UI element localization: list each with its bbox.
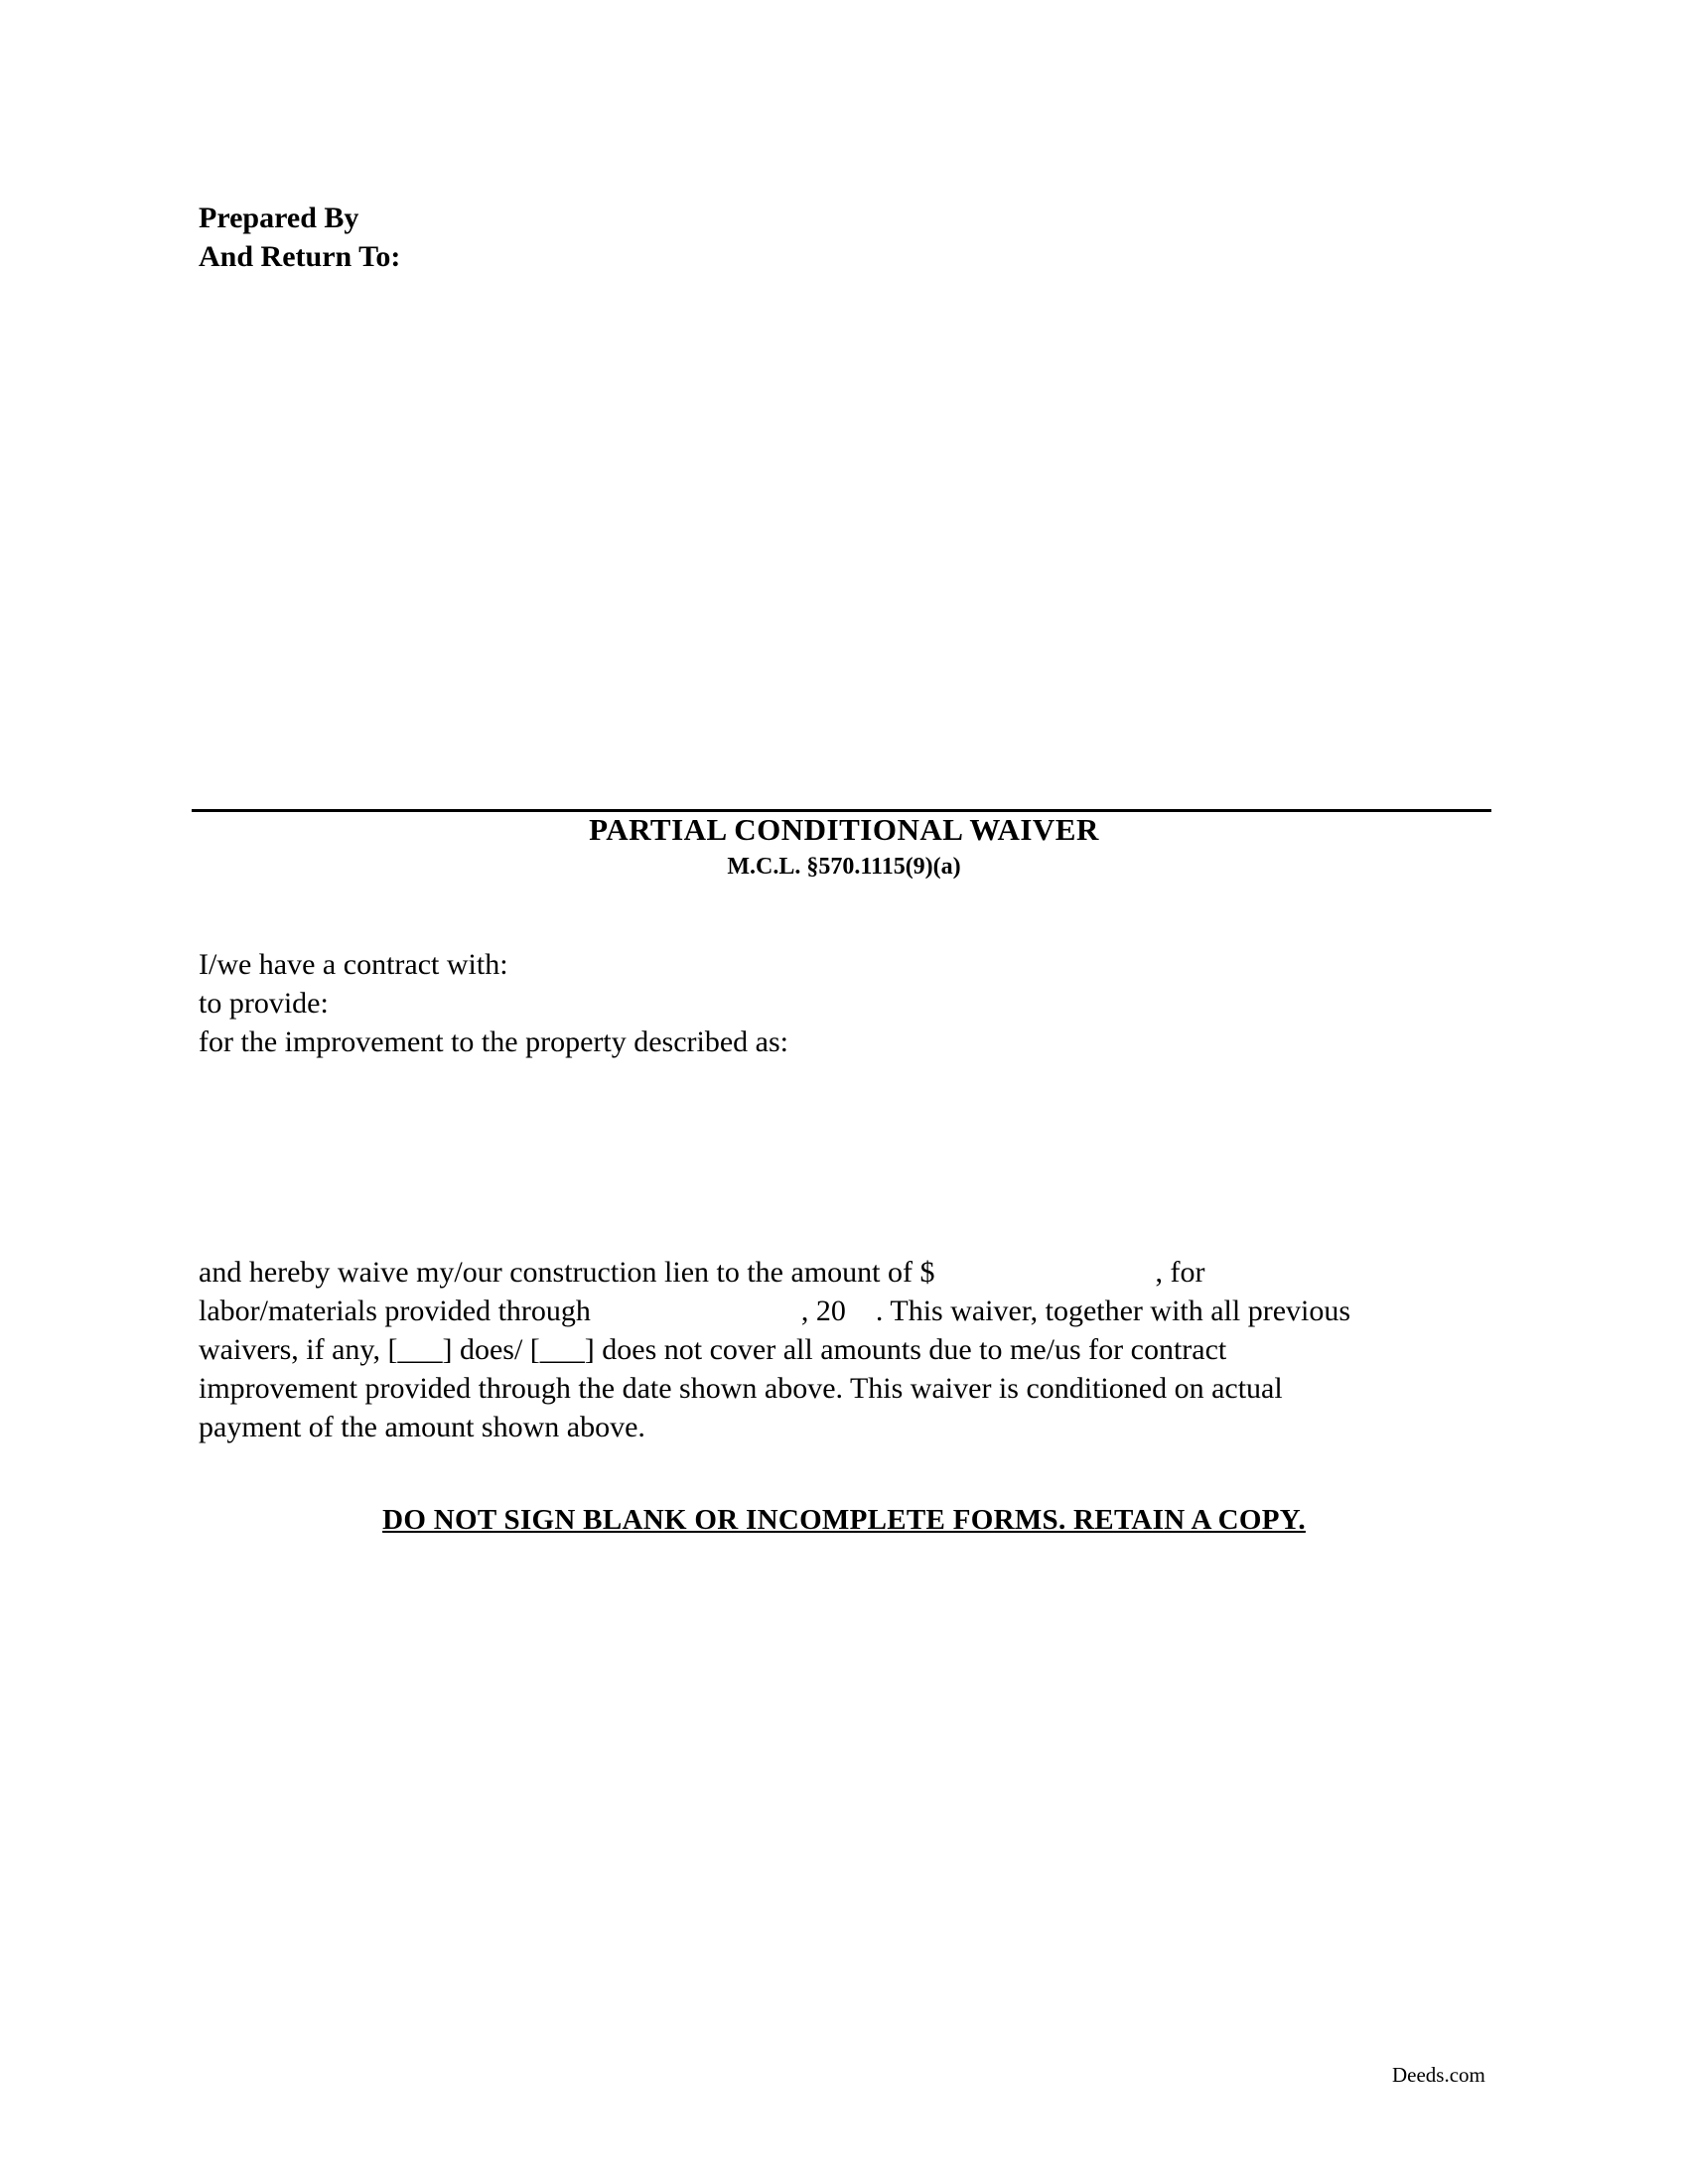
return-to-label: And Return To: <box>199 240 401 273</box>
waiver-line-3: waivers, if any, [___] does/ [___] does not cover all amounts due to me/us for contract <box>199 1333 1227 1366</box>
waiver-line-1 <box>199 1253 1350 1292</box>
labor-materials-text: labor/materials provided through <box>199 1295 591 1327</box>
prepared-by-block <box>199 199 400 276</box>
waiver-for-text: , for <box>1155 1256 1205 1289</box>
contract-with-line: I/we have a contract with: <box>199 948 508 981</box>
waiver-amount-text: and hereby waive my/our construction lien to the amount of $ <box>199 1256 935 1289</box>
year-prefix-text: , 20 <box>800 1295 846 1327</box>
footer-brand: Deeds.com <box>1392 2063 1485 2087</box>
intro-block <box>199 945 788 1061</box>
prepared-by-label: Prepared By <box>199 202 359 234</box>
waiver-paragraph <box>199 1253 1350 1446</box>
warning-notice: DO NOT SIGN BLANK OR INCOMPLETE FORMS. RETAIN A COPY. <box>382 1504 1306 1536</box>
waiver-line-5: payment of the amount shown above. <box>199 1411 645 1443</box>
waiver-line-4: improvement provided through the date shown above. This waiver is conditioned on actual <box>199 1372 1283 1405</box>
to-provide-line: to provide: <box>199 987 329 1020</box>
improvement-line: for the improvement to the property described as: <box>199 1025 788 1058</box>
waiver-together-text: . This waiver, together with all previous <box>875 1295 1351 1327</box>
waiver-line-2 <box>199 1292 1350 1330</box>
statute-reference: M.C.L. §570.1115(9)(a) <box>727 854 961 880</box>
form-title: PARTIAL CONDITIONAL WAIVER <box>589 812 1099 847</box>
